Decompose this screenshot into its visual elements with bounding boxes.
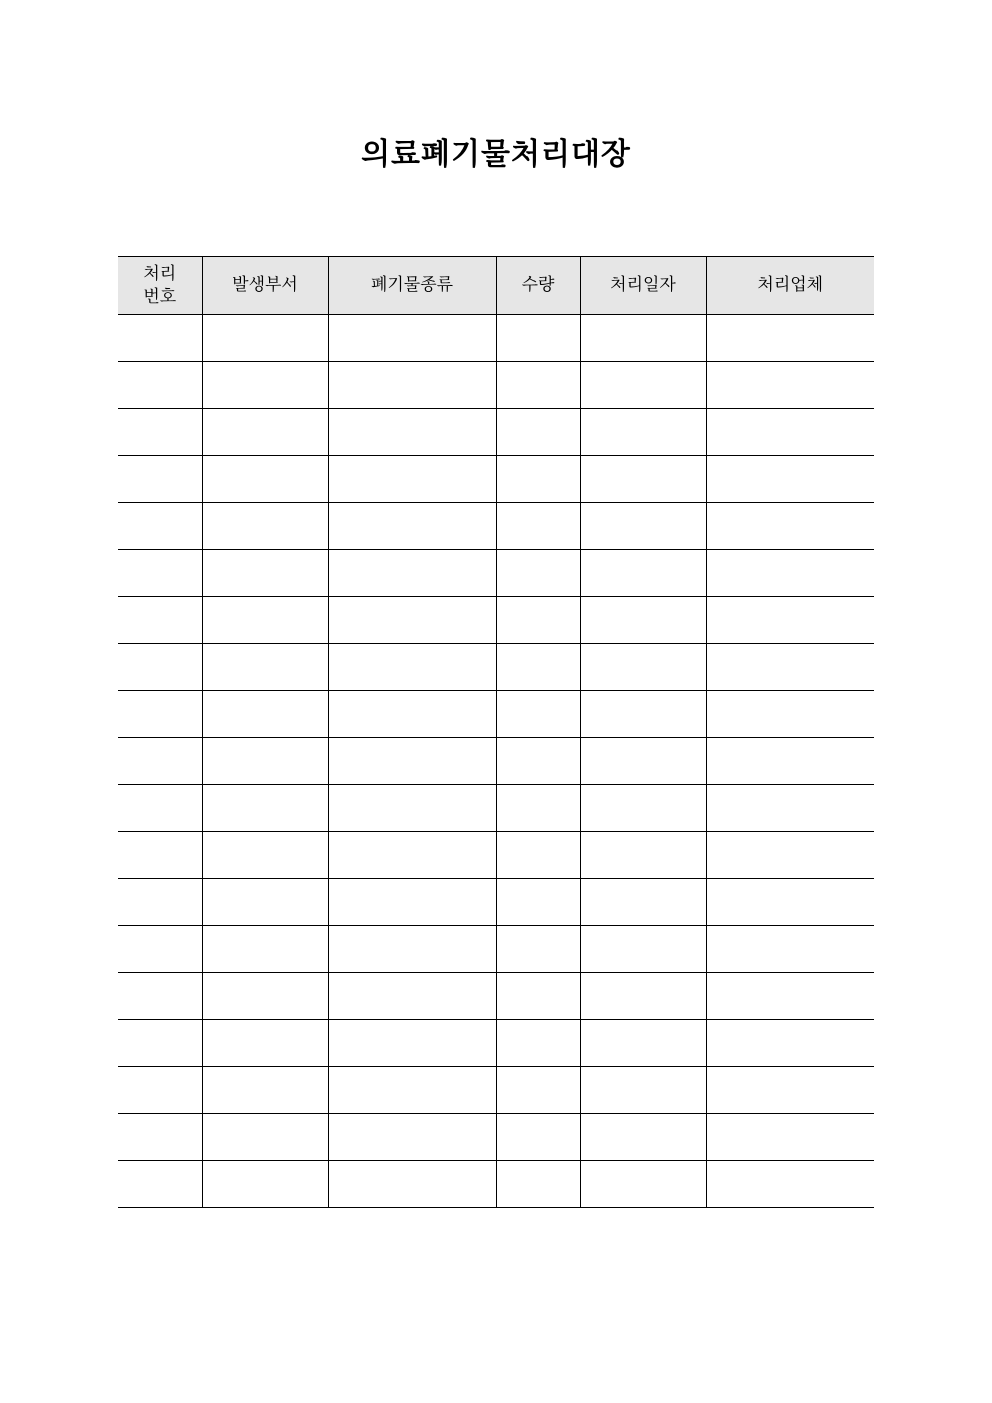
cell-waste-type bbox=[328, 832, 496, 879]
cell-processing-number bbox=[118, 691, 202, 738]
table-row bbox=[118, 409, 874, 456]
cell-waste-type bbox=[328, 315, 496, 362]
cell-processing-number bbox=[118, 832, 202, 879]
header-quantity: 수량 bbox=[496, 257, 580, 315]
cell-processing-company bbox=[706, 832, 874, 879]
cell-processing-number bbox=[118, 1161, 202, 1208]
cell-waste-type bbox=[328, 1020, 496, 1067]
cell-waste-type bbox=[328, 879, 496, 926]
cell-processing-number bbox=[118, 644, 202, 691]
cell-processing-number bbox=[118, 503, 202, 550]
cell-processing-number bbox=[118, 456, 202, 503]
table-row bbox=[118, 1067, 874, 1114]
cell-processing-number bbox=[118, 315, 202, 362]
cell-processing-number bbox=[118, 362, 202, 409]
cell-processing-number bbox=[118, 973, 202, 1020]
cell-processing-company bbox=[706, 550, 874, 597]
cell-quantity bbox=[496, 832, 580, 879]
cell-processing-date bbox=[580, 315, 706, 362]
cell-quantity bbox=[496, 926, 580, 973]
cell-processing-company bbox=[706, 926, 874, 973]
cell-quantity bbox=[496, 644, 580, 691]
cell-department bbox=[202, 1020, 328, 1067]
cell-department bbox=[202, 597, 328, 644]
cell-processing-company bbox=[706, 879, 874, 926]
cell-processing-date bbox=[580, 1067, 706, 1114]
cell-department bbox=[202, 362, 328, 409]
cell-quantity bbox=[496, 1020, 580, 1067]
table-row bbox=[118, 738, 874, 785]
cell-waste-type bbox=[328, 691, 496, 738]
table-row bbox=[118, 597, 874, 644]
cell-quantity bbox=[496, 1161, 580, 1208]
cell-processing-number bbox=[118, 926, 202, 973]
cell-processing-number bbox=[118, 1114, 202, 1161]
cell-processing-number bbox=[118, 1020, 202, 1067]
cell-processing-number bbox=[118, 597, 202, 644]
cell-quantity bbox=[496, 503, 580, 550]
cell-department bbox=[202, 973, 328, 1020]
cell-processing-company bbox=[706, 785, 874, 832]
cell-quantity bbox=[496, 409, 580, 456]
cell-processing-company bbox=[706, 1161, 874, 1208]
cell-processing-date bbox=[580, 1161, 706, 1208]
cell-processing-company bbox=[706, 691, 874, 738]
cell-department bbox=[202, 738, 328, 785]
cell-department bbox=[202, 1067, 328, 1114]
cell-waste-type bbox=[328, 597, 496, 644]
cell-quantity bbox=[496, 738, 580, 785]
cell-waste-type bbox=[328, 409, 496, 456]
cell-processing-date bbox=[580, 738, 706, 785]
table-body bbox=[118, 315, 874, 1208]
table-row bbox=[118, 691, 874, 738]
cell-quantity bbox=[496, 1114, 580, 1161]
cell-processing-company bbox=[706, 973, 874, 1020]
cell-processing-date bbox=[580, 597, 706, 644]
table-row bbox=[118, 1161, 874, 1208]
cell-waste-type bbox=[328, 456, 496, 503]
cell-processing-company bbox=[706, 456, 874, 503]
cell-processing-date bbox=[580, 973, 706, 1020]
table-row bbox=[118, 315, 874, 362]
cell-quantity bbox=[496, 1067, 580, 1114]
cell-department bbox=[202, 1114, 328, 1161]
cell-processing-date bbox=[580, 503, 706, 550]
cell-processing-date bbox=[580, 550, 706, 597]
cell-department bbox=[202, 315, 328, 362]
table-row bbox=[118, 550, 874, 597]
cell-waste-type bbox=[328, 1114, 496, 1161]
cell-department bbox=[202, 503, 328, 550]
cell-department bbox=[202, 926, 328, 973]
cell-quantity bbox=[496, 785, 580, 832]
cell-waste-type bbox=[328, 550, 496, 597]
cell-processing-date bbox=[580, 362, 706, 409]
cell-processing-date bbox=[580, 644, 706, 691]
cell-waste-type bbox=[328, 362, 496, 409]
cell-processing-date bbox=[580, 456, 706, 503]
cell-processing-company bbox=[706, 409, 874, 456]
cell-processing-company bbox=[706, 1114, 874, 1161]
cell-waste-type bbox=[328, 644, 496, 691]
cell-department bbox=[202, 691, 328, 738]
table-row bbox=[118, 832, 874, 879]
cell-department bbox=[202, 550, 328, 597]
cell-department bbox=[202, 785, 328, 832]
cell-department bbox=[202, 644, 328, 691]
cell-quantity bbox=[496, 879, 580, 926]
cell-quantity bbox=[496, 550, 580, 597]
table-row bbox=[118, 879, 874, 926]
cell-quantity bbox=[496, 973, 580, 1020]
cell-processing-date bbox=[580, 785, 706, 832]
cell-quantity bbox=[496, 362, 580, 409]
cell-processing-number bbox=[118, 879, 202, 926]
cell-processing-number bbox=[118, 1067, 202, 1114]
cell-department bbox=[202, 456, 328, 503]
cell-processing-company bbox=[706, 1067, 874, 1114]
cell-processing-number bbox=[118, 409, 202, 456]
table-row bbox=[118, 1020, 874, 1067]
table-row bbox=[118, 926, 874, 973]
cell-processing-date bbox=[580, 1114, 706, 1161]
cell-department bbox=[202, 1161, 328, 1208]
cell-waste-type bbox=[328, 1067, 496, 1114]
cell-processing-date bbox=[580, 879, 706, 926]
cell-waste-type bbox=[328, 926, 496, 973]
cell-processing-company bbox=[706, 738, 874, 785]
header-processing-company: 처리업체 bbox=[706, 257, 874, 315]
cell-processing-date bbox=[580, 832, 706, 879]
cell-waste-type bbox=[328, 503, 496, 550]
table-row bbox=[118, 456, 874, 503]
cell-processing-company bbox=[706, 315, 874, 362]
header-department: 발생부서 bbox=[202, 257, 328, 315]
cell-processing-company bbox=[706, 362, 874, 409]
cell-quantity bbox=[496, 597, 580, 644]
cell-processing-date bbox=[580, 409, 706, 456]
cell-processing-date bbox=[580, 691, 706, 738]
cell-processing-number bbox=[118, 738, 202, 785]
header-waste-type: 폐기물종류 bbox=[328, 257, 496, 315]
table-row bbox=[118, 503, 874, 550]
cell-department bbox=[202, 832, 328, 879]
header-row bbox=[118, 257, 874, 315]
cell-quantity bbox=[496, 691, 580, 738]
table-row bbox=[118, 785, 874, 832]
table-row bbox=[118, 644, 874, 691]
cell-waste-type bbox=[328, 1161, 496, 1208]
header-processing-date: 처리일자 bbox=[580, 257, 706, 315]
cell-waste-type bbox=[328, 738, 496, 785]
cell-processing-company bbox=[706, 503, 874, 550]
table-row bbox=[118, 1114, 874, 1161]
cell-quantity bbox=[496, 315, 580, 362]
cell-processing-company bbox=[706, 597, 874, 644]
cell-processing-date bbox=[580, 926, 706, 973]
cell-processing-number bbox=[118, 785, 202, 832]
cell-processing-number bbox=[118, 550, 202, 597]
header-processing-number: 처리번호 bbox=[118, 257, 202, 315]
cell-waste-type bbox=[328, 973, 496, 1020]
cell-processing-company bbox=[706, 644, 874, 691]
cell-department bbox=[202, 409, 328, 456]
cell-processing-company bbox=[706, 1020, 874, 1067]
page-title: 의료폐기물처리대장 bbox=[361, 137, 631, 172]
table-row bbox=[118, 973, 874, 1020]
cell-quantity bbox=[496, 456, 580, 503]
waste-ledger-table bbox=[118, 256, 874, 1208]
cell-waste-type bbox=[328, 785, 496, 832]
table-row bbox=[118, 362, 874, 409]
cell-department bbox=[202, 879, 328, 926]
cell-processing-date bbox=[580, 1020, 706, 1067]
